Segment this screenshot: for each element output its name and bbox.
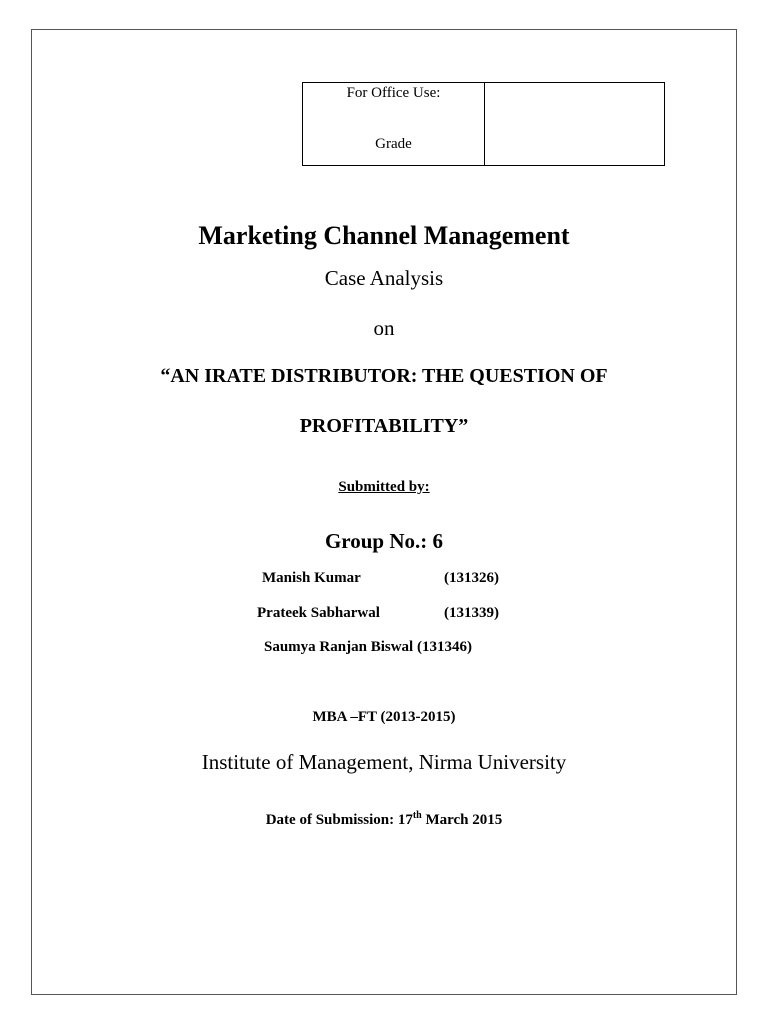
date-rest: March 2015: [421, 812, 503, 828]
grade-label: Grade: [375, 136, 412, 152]
office-use-label-cell: [303, 83, 485, 165]
date-ordinal-suffix: th: [412, 810, 422, 821]
submitted-by-heading: Submitted by:: [338, 479, 430, 495]
institute-name: Institute of Management, Nirma University: [201, 750, 567, 774]
grade-value-cell: [485, 83, 664, 165]
case-title-line-2: PROFITABILITY”: [299, 415, 469, 437]
document-title: Marketing Channel Management: [198, 221, 570, 250]
date-prefix: Date of Submission: 17: [265, 812, 413, 828]
office-use-label: For Office Use:: [346, 85, 441, 101]
case-title-line-1: “AN IRATE DISTRIBUTOR: THE QUESTION OF: [160, 365, 608, 387]
office-use-box: [302, 82, 665, 166]
submission-date: [0, 812, 768, 829]
document-subtitle: Case Analysis: [324, 266, 444, 290]
member-name: Manish Kumar: [262, 570, 361, 586]
connector-text: on: [373, 316, 395, 340]
member-name: Prateek Sabharwal: [257, 605, 380, 621]
member-name: Saumya Ranjan Biswal: [264, 639, 414, 655]
member-id: (131346): [416, 639, 472, 655]
member-id: (131339): [444, 605, 499, 621]
page-border: [31, 29, 737, 995]
member-entry: [264, 639, 472, 656]
member-id: (131326): [444, 570, 499, 586]
group-number: Group No.: 6: [324, 529, 444, 553]
program-info: MBA –FT (2013-2015): [312, 709, 456, 725]
